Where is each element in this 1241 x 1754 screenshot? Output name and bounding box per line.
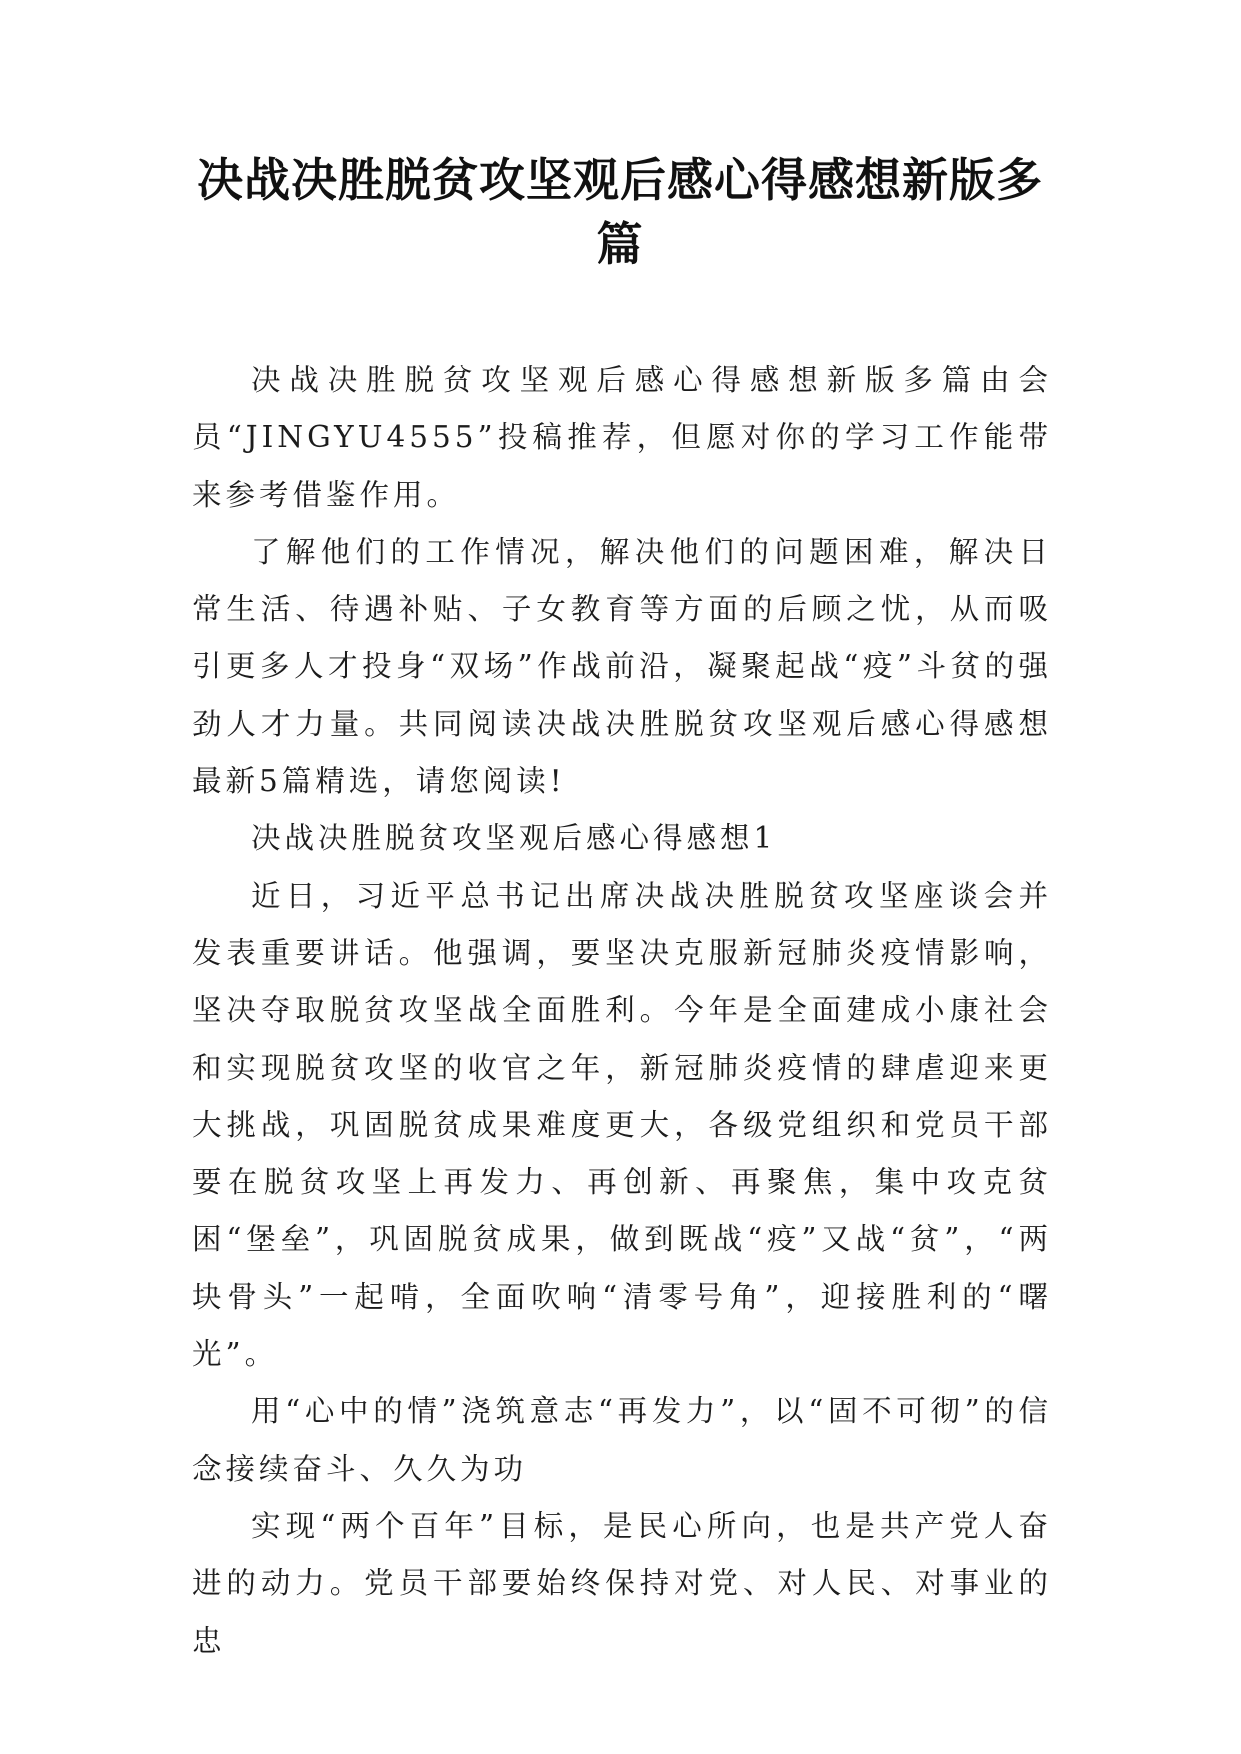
paragraph-content: 实现“两个百年”目标，是民心所向，也是共产党人奋进的动力。党员干部要始终保持对党、对人民、对事业的忠 [192, 1508, 1052, 1658]
paragraph-summary: 了解他们的工作情况，解决他们的问题困难，解决日常生活、待遇补贴、子女教育等方面的后顾之忧，从而吸引更多人才投身“双场”作战前沿，凝聚起战“疫”斗贫的强劲人才力量。共同阅读决战决胜脱贫攻坚观后感心得感想最新5篇精选，请您阅读! [192, 534, 1052, 799]
paragraph-intro: 决战决胜脱贫攻坚观后感心得感想新版多篇由会员“JINGYU4555”投稿推荐，但愿对你的学习工作能带来参考借鉴作用。 [192, 363, 1052, 512]
document-body [192, 352, 1052, 1670]
paragraph-content: 近日，习近平总书记出席决战决胜脱贫攻坚座谈会并发表重要讲话。他强调，要坚决克服新冠肺炎疫情影响，坚决夺取脱贫攻坚战全面胜利。今年是全面建成小康社会和实现脱贫攻坚的收官之年，新冠肺炎疫情的肆虐迎来更大挑战，巩固脱贫成果难度更大，各级党组织和党员干部要在脱贫攻坚上再发力、再创新、再聚焦，集中攻克贫困“堡垒”，巩固脱贫成果，做到既战“疫”又战“贫”，“两块骨头”一起啃，全面吹响“清零号角”，迎接胜利的“曙光”。 [192, 878, 1052, 1372]
document-title: 决战决胜脱贫攻坚观后感心得感想新版多篇 [197, 153, 1043, 271]
subheading: 用“心中的情”浇筑意志“再发力”，以“固不可彻”的信念接续奋斗、久久为功 [192, 1394, 1052, 1486]
section-heading: 决战决胜脱贫攻坚观后感心得感想1 [251, 821, 777, 856]
